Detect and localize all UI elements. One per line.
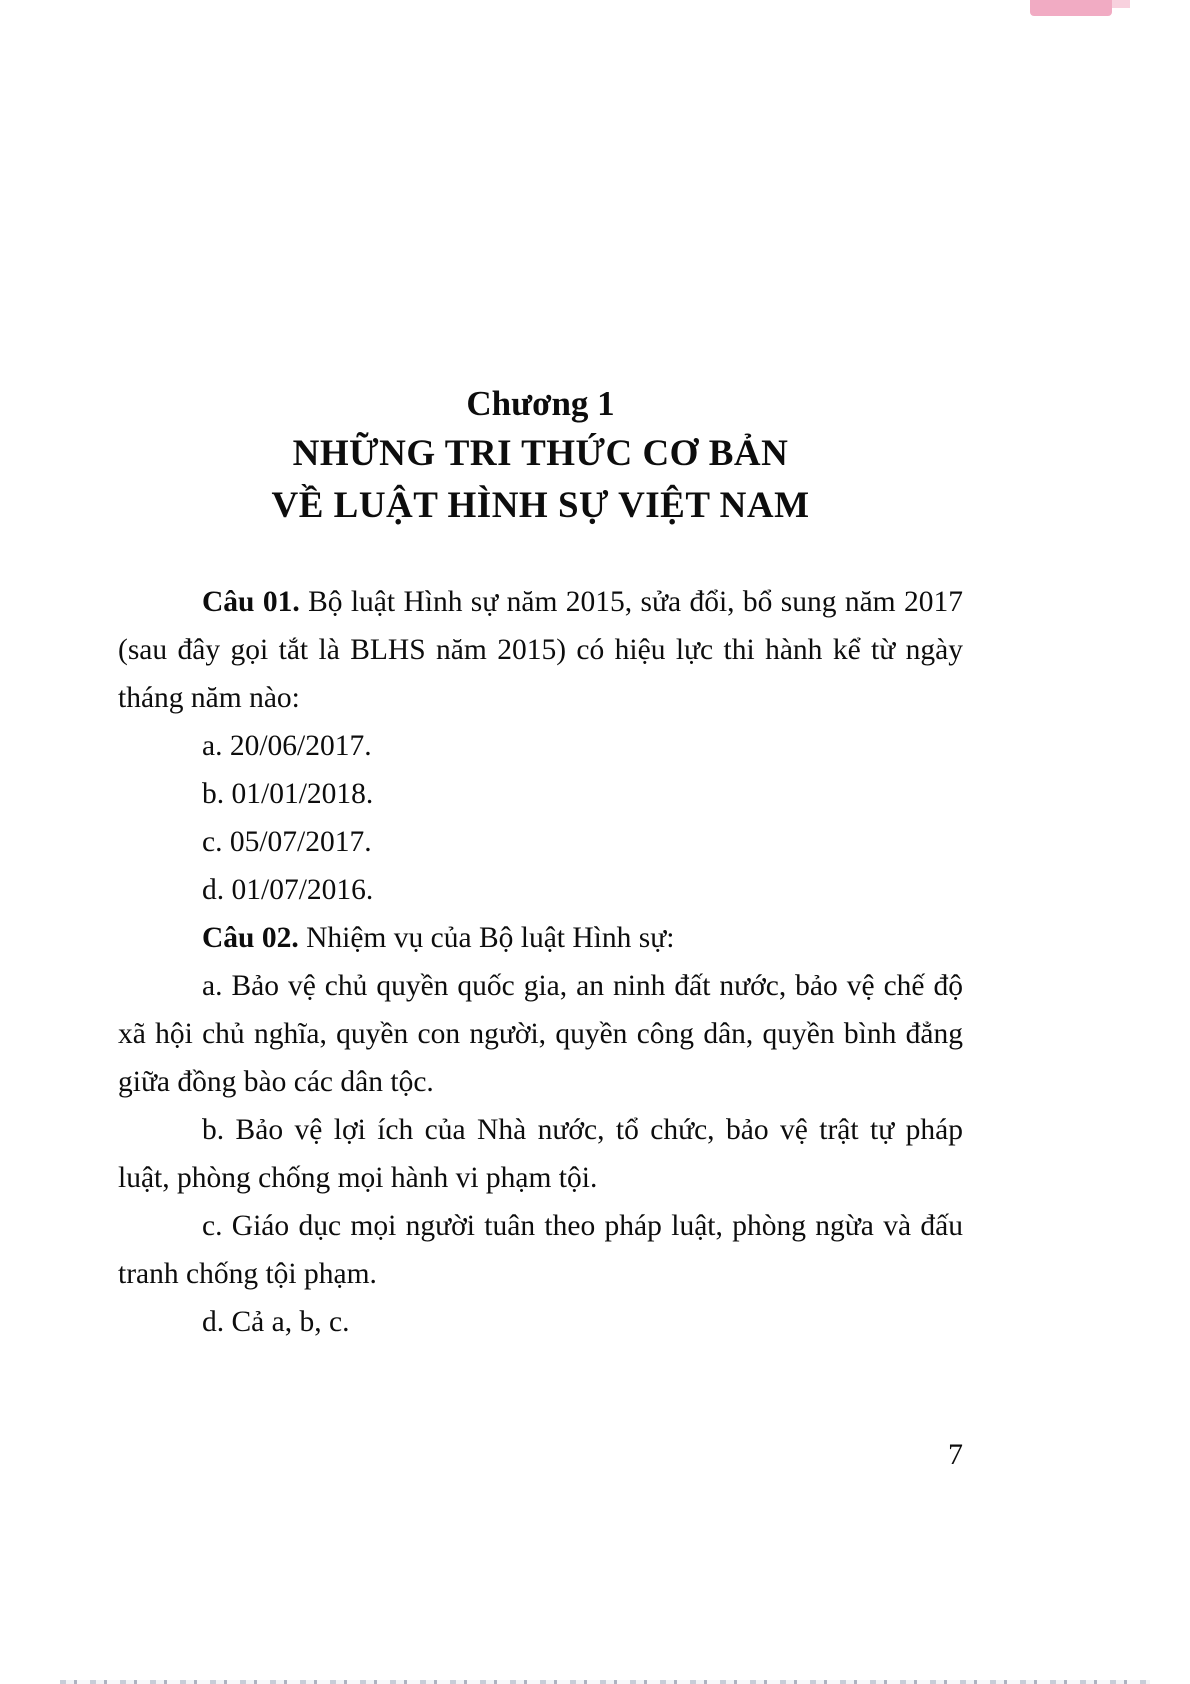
question-2-option-a: a. Bảo vệ chủ quyền quốc gia, an ninh đất nước, bảo vệ chế độ xã hội chủ nghĩa, quyền con người, quyền công dân, quyền bình đẳng giữa đồng bào các dân tộc. [118, 970, 963, 1098]
question-1-option-a: a. 20/06/2017. [202, 730, 372, 762]
page-content [118, 380, 963, 1346]
questions-block [118, 578, 963, 1346]
question-1-option-c: c. 05/07/2017. [202, 826, 372, 858]
question-2-label: Câu 02. [202, 922, 299, 954]
question-2 [118, 914, 963, 962]
question-1-option-d: d. 01/07/2016. [202, 874, 374, 906]
chapter-label: Chương 1 [466, 384, 615, 423]
question-1-text: Bộ luật Hình sự năm 2015, sửa đổi, bổ sung năm 2017 (sau đây gọi tắt là BLHS năm 2015) có hiệu lực thi hành kể từ ngày tháng năm nào: [118, 586, 963, 714]
scan-artifact-bottom-edge [60, 1680, 1150, 1684]
scan-artifact-pink-smudge [1112, 0, 1130, 8]
scan-artifact-pink-mark [1030, 0, 1112, 16]
question-1 [118, 578, 963, 722]
question-2-text: Nhiệm vụ của Bộ luật Hình sự: [298, 922, 675, 954]
question-1-option-b: b. 01/01/2018. [202, 778, 374, 810]
chapter-title-line1: NHỮNG TRI THỨC CƠ BẢN [292, 433, 789, 474]
question-2-option-d: d. Cả a, b, c. [202, 1306, 350, 1338]
question-2-option-c: c. Giáo dục mọi người tuân theo pháp luật, phòng ngừa và đấu tranh chống tội phạm. [118, 1210, 963, 1290]
question-2-option-b: b. Bảo vệ lợi ích của Nhà nước, tổ chức, bảo vệ trật tự pháp luật, phòng chống mọi hành vi phạm tội. [118, 1114, 963, 1194]
page-number: 7 [948, 1438, 963, 1471]
question-1-label: Câu 01. [202, 586, 300, 618]
chapter-title-line2: VỀ LUẬT HÌNH SỰ VIỆT NAM [271, 485, 810, 526]
